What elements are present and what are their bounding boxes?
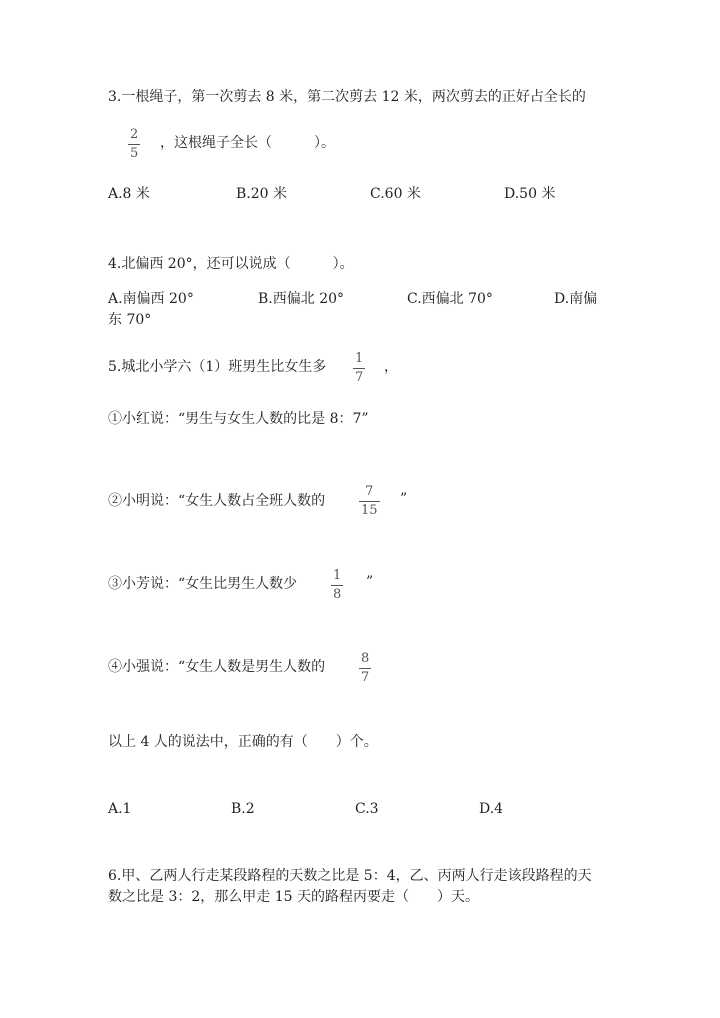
q4-option-c[interactable]: C.西偏北 70° — [407, 291, 493, 307]
q5-statement-2: ②小明说：“女生人数占全班人数的 — [108, 493, 326, 509]
q5-statement-2-end: ” — [400, 491, 408, 507]
q5-s2-denominator: 15 — [361, 503, 378, 518]
q4-stem: 4.北偏西 20°，还可以说成（ ）。 — [108, 256, 354, 272]
q4-option-b[interactable]: B.西偏北 20° — [258, 291, 345, 307]
q5-option-c[interactable]: C.3 — [355, 801, 379, 817]
q3-stem-line1: 3.一根绳子，第一次剪去 8 米，第二次剪去 12 米，两次剪去的正好占全长的 — [108, 89, 586, 105]
q4-option-d[interactable]: D.南偏 — [554, 291, 598, 307]
q3-fraction-numerator: 2 — [130, 127, 139, 142]
q4-option-a[interactable]: A.南偏西 20° — [108, 291, 194, 307]
fraction-bar — [359, 501, 380, 502]
q6-stem-line2: 数之比是 3：2，那么甲走 15 天的路程丙要走（ ）天。 — [108, 889, 479, 905]
q3-option-b[interactable]: B.20 米 — [236, 186, 288, 202]
fraction-bar — [331, 585, 343, 586]
q5-option-b[interactable]: B.2 — [231, 801, 255, 817]
q3-fraction — [128, 128, 140, 161]
q3-stem-line2: ，这根绳子全长（ ）。 — [160, 135, 335, 151]
q5-summary: 以上 4 人的说法中，正确的有（ ）个。 — [108, 734, 378, 750]
q5-s4-numerator: 8 — [361, 651, 370, 666]
fraction-bar — [353, 368, 365, 369]
q5-option-a[interactable]: A.1 — [108, 801, 132, 817]
q3-option-c[interactable]: C.60 米 — [370, 186, 421, 202]
q3-fraction-denominator: 5 — [130, 146, 139, 161]
q3-option-d[interactable]: D.50 米 — [504, 186, 556, 202]
q5-s2-numerator: 7 — [365, 484, 374, 499]
q5-fraction — [353, 352, 365, 385]
fraction-bar — [359, 668, 371, 669]
q6-stem-line1: 6.甲、乙两人行走某段路程的天数之比是 5：4，乙、丙两人行走该段路程的天 — [108, 868, 592, 884]
q5-statement-4: ④小强说：“女生人数是男生人数的 — [108, 659, 326, 675]
fraction-bar — [128, 144, 140, 145]
q5-s3-denominator: 8 — [333, 587, 342, 602]
q3-option-a[interactable]: A.8 米 — [108, 186, 150, 202]
q4-option-d-wrap: 东 70° — [108, 312, 152, 328]
q5-statement-3-end: ” — [366, 574, 374, 590]
q5-statement-2-fraction — [359, 485, 380, 518]
q5-fraction-numerator: 1 — [355, 351, 364, 366]
q5-s4-denominator: 7 — [361, 670, 370, 685]
q5-statement-3-fraction — [331, 569, 343, 602]
q5-statement-3: ③小芳说：“女生比男生人数少 — [108, 576, 298, 592]
q5-stem-comma: ， — [384, 359, 398, 375]
q5-statement-4-fraction — [359, 652, 371, 685]
q5-fraction-denominator: 7 — [355, 370, 364, 385]
q5-stem: 5.城北小学六（1）班男生比女生多 — [108, 359, 327, 375]
q5-option-d[interactable]: D.4 — [479, 801, 504, 817]
q5-statement-1: ①小红说：“男生与女生人数的比是 8：7” — [108, 411, 369, 427]
q5-s3-numerator: 1 — [333, 568, 342, 583]
